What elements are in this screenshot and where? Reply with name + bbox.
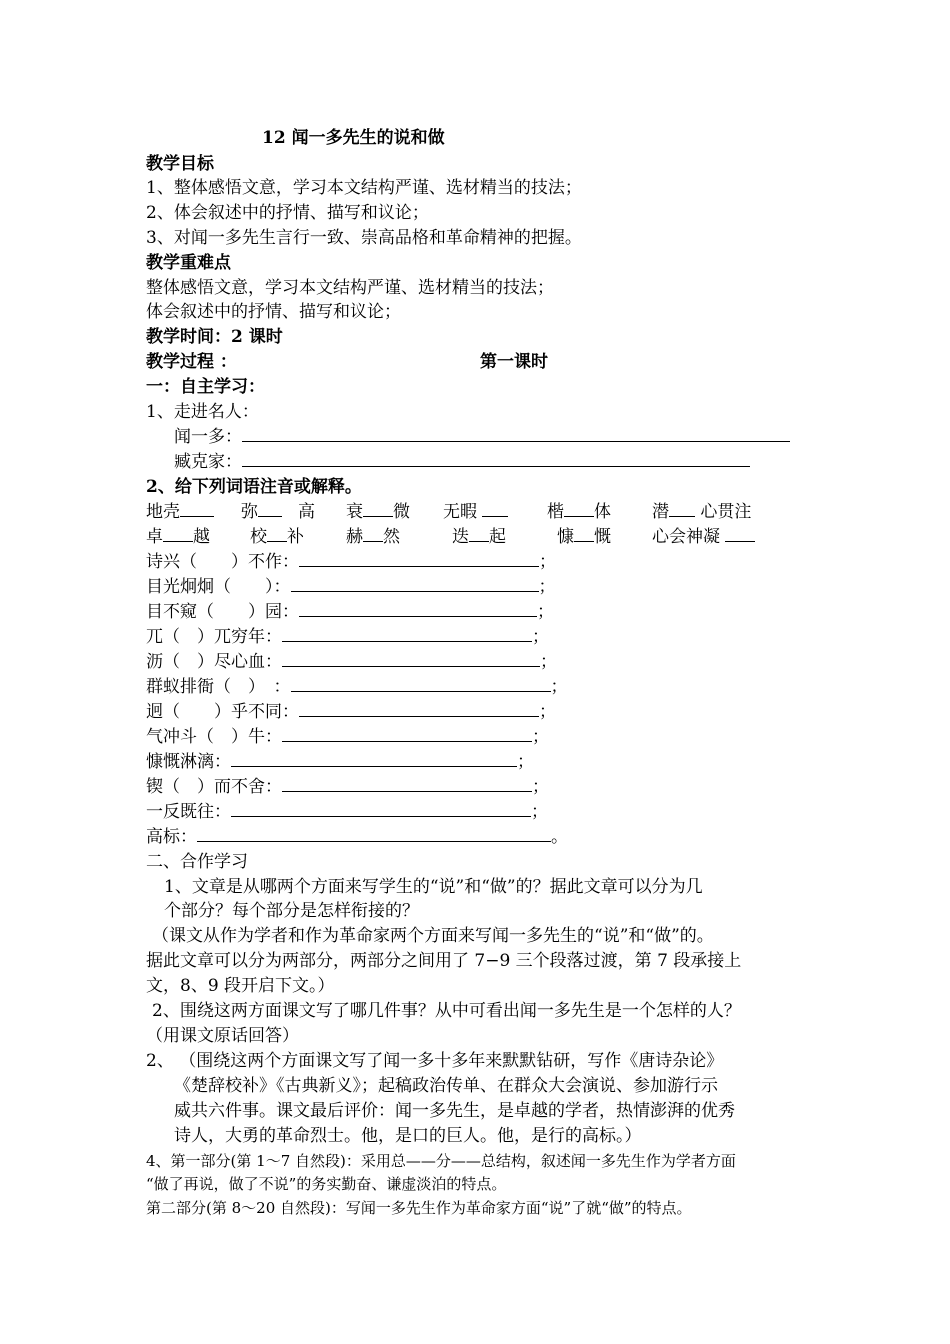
answer-blank[interactable] [231, 800, 531, 817]
name-row-zang [174, 450, 750, 474]
answer-blank[interactable] [299, 600, 537, 617]
word-line: 气冲斗（ ）牛： ； [146, 727, 549, 747]
vocab-item: 弥 [241, 500, 282, 524]
answer-blank[interactable] [469, 525, 489, 542]
answer-blank[interactable] [242, 425, 790, 442]
answer-blank[interactable] [291, 575, 539, 592]
answer-blank[interactable] [258, 500, 282, 517]
vocab-item: 心会神凝 [652, 525, 755, 549]
name-label: 闻一多： [174, 427, 242, 447]
coop-answer-2: 威共六件事。课文最后评价：闻一多先生，是卓越的学者，热情澎湃的优秀 [174, 1101, 735, 1121]
coop-answer-2: 《楚辞校补》《古典新义》；起稿政治传单、在群众大会演说、参加游行示 [174, 1076, 718, 1096]
answer-blank[interactable] [163, 525, 193, 542]
teaching-time: 教学时间：2 课时 [146, 327, 283, 347]
part-two-summary: 第二部分(第 8～20 自然段)：写闻一多先生作为革命家方面“说”了就“做”的特点。 [146, 1199, 692, 1217]
vocab-item: 潜 心贯注 [652, 502, 752, 522]
answer-blank[interactable] [299, 700, 539, 717]
coop-question-1: 个部分？每个部分是怎样衔接的？ [164, 901, 419, 921]
word-line: 群蚁排衙（ ） ： ； [146, 677, 568, 697]
vocab-item: 卓 越 [146, 527, 210, 547]
process-label: 教学过程 ： [146, 352, 237, 372]
word-line: 高标： 。 [146, 827, 568, 847]
coop-heading: 二、合作学习 [146, 852, 248, 872]
part-one-summary: “做了再说，做了不说”的务实勤奋、谦虚淡泊的特点。 [146, 1175, 507, 1193]
coop-question-2: 2、围绕这两方面课文写了哪几件事？从中可看出闻一多先生是一个怎样的人？ [152, 1001, 741, 1021]
answer-blank[interactable] [282, 725, 532, 742]
vocab-item: 楷 体 [547, 502, 611, 522]
answer-blank[interactable] [282, 650, 540, 667]
answer-blank[interactable] [291, 675, 551, 692]
coop-question-2: （用课文原话回答） [146, 1026, 299, 1046]
coop-question-1: 1、文章是从哪两个方面来写学生的“说”和“做”的？据此文章可以分为几 [164, 877, 703, 897]
word-line: 目光炯炯（ ）： ； [146, 577, 556, 597]
answer-blank[interactable] [363, 500, 393, 517]
vocab-item: 无暇 [443, 500, 508, 524]
vocab-item: 慷 慨 [557, 527, 611, 547]
coop-answer-2: 2、 （围绕这两个方面课文写了闻一多十多年来默默钻研，写作《唐诗杂论》 [146, 1051, 724, 1071]
answer-blank[interactable] [180, 500, 214, 517]
coop-answer-1: （课文从作为学者和作为革命家两个方面来写闻一多先生的“说”和“做”的。 [152, 926, 714, 946]
word-line: 目不窥（ ）园： ； [146, 602, 554, 622]
goal-item: 3、对闻一多先生言行一致、崇高品格和革命精神的把握。 [146, 228, 582, 248]
vocab-item: 衰 微 [346, 502, 410, 522]
key-point-item: 体会叙述中的抒情、描写和议论； [146, 302, 401, 322]
key-point-item: 整体感悟文意，学习本文结构严谨、选材精当的技法； [146, 278, 554, 298]
word-line: 诗兴（ ）不作： ； [146, 552, 556, 572]
question-2: 2、给下列词语注音或解释。 [146, 477, 362, 497]
document-title: 12 闻一多先生的说和做 [262, 128, 445, 148]
answer-blank[interactable] [574, 525, 594, 542]
vocab-item: 地壳 [146, 500, 214, 524]
lesson-label: 第一课时 [480, 352, 548, 372]
vocab-item: 高 [298, 502, 315, 522]
answer-blank[interactable] [231, 750, 517, 767]
goals-heading: 教学目标 [146, 154, 214, 174]
name-row-wen [174, 425, 790, 449]
name-label: 臧克家： [174, 452, 242, 472]
goal-item: 1、整体感悟文意，学习本文结构严谨、选材精当的技法； [146, 178, 582, 198]
word-line: 兀（ ）兀穷年： ； [146, 627, 549, 647]
coop-answer-1: 据此文章可以分为两部分，两部分之间用了 7−9 三个段落过渡，第 7 段承接上 [146, 951, 742, 971]
vocab-item: 校 补 [250, 527, 304, 547]
vocab-item: 赫 然 [346, 527, 400, 547]
part-one-summary: 4、第一部分(第 1～7 自然段)：采用总——分——总结构，叙述闻一多先生作为学者方面 [146, 1152, 736, 1170]
answer-blank[interactable] [242, 450, 750, 467]
answer-blank[interactable] [564, 500, 594, 517]
answer-blank[interactable] [267, 525, 287, 542]
word-line: 锲（ ）而不舍： ； [146, 777, 549, 797]
answer-blank[interactable] [299, 550, 539, 567]
answer-blank[interactable] [282, 775, 532, 792]
word-line: 一反既往： ； [146, 802, 548, 822]
answer-blank[interactable] [197, 825, 551, 842]
answer-blank[interactable] [482, 500, 508, 517]
self-study-heading: 一：自主学习： [146, 377, 265, 397]
word-line: 沥（ ）尽心血： ； [146, 652, 557, 672]
answer-blank[interactable] [725, 525, 755, 542]
vocab-item: 迭 起 [452, 527, 506, 547]
goal-item: 2、体会叙述中的抒情、描写和议论； [146, 203, 429, 223]
answer-blank[interactable] [669, 500, 695, 517]
coop-answer-1: 文，8、9 段开启下文。） [146, 976, 335, 996]
answer-blank[interactable] [363, 525, 383, 542]
word-line: 迥（ ）乎不同： ； [146, 702, 556, 722]
answer-blank[interactable] [282, 625, 532, 642]
coop-answer-2: 诗人，大勇的革命烈士。他，是口的巨人。他，是行的高标。） [174, 1126, 642, 1146]
question-1: 1、走进名人： [146, 402, 259, 422]
word-line: 慷慨淋漓： ； [146, 752, 534, 772]
key-points-heading: 教学重难点 [146, 253, 231, 273]
